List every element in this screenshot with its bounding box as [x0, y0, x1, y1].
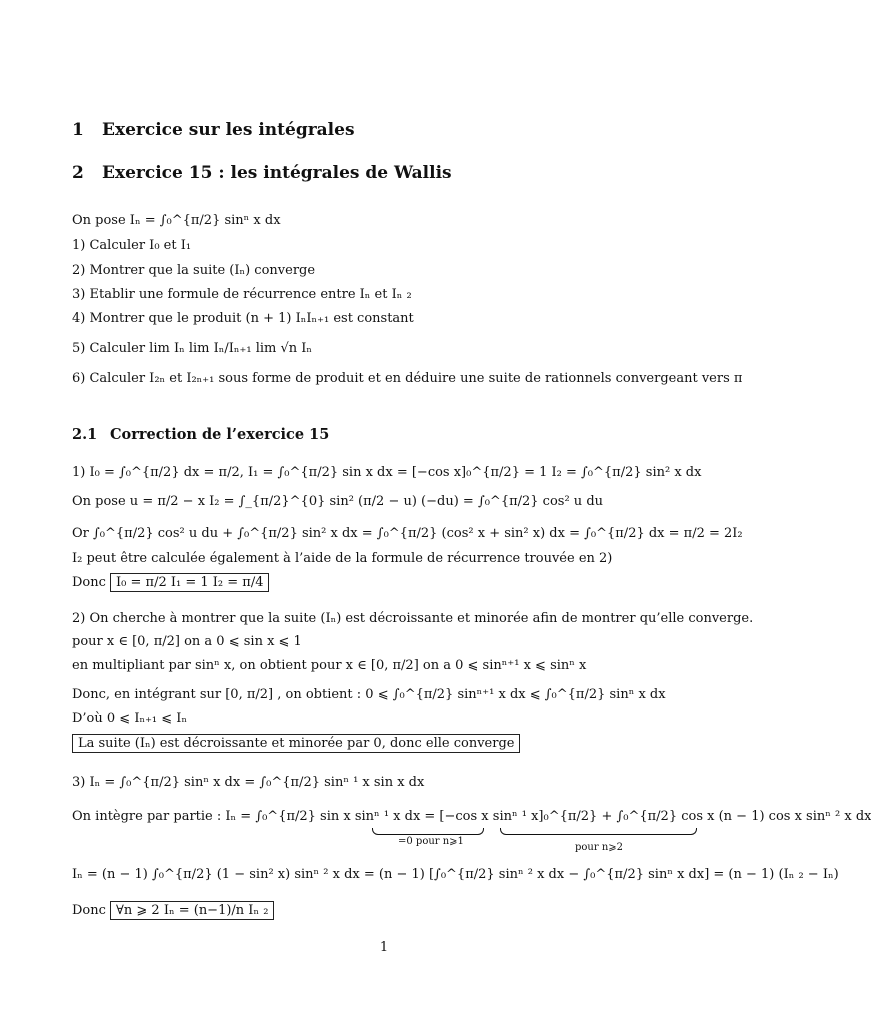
donc-label: Donc	[72, 575, 106, 590]
correction-line: On pose u = π/2 − x I₂ = ∫_{π/2}^{0} sin² (π/2 − u) (−du) = ∫₀^{π/2} cos² u du	[72, 494, 604, 509]
question-line: 3) Etablir une formule de récurrence entre Iₙ et Iₙ ₂	[72, 287, 412, 302]
question-line: On pose Iₙ = ∫₀^{π/2} sinⁿ x dx	[72, 213, 281, 228]
correction-line: On intègre par partie : Iₙ = ∫₀^{π/2} sin x sinⁿ ¹ x dx = [−cos x sinⁿ ¹ x]₀^{π/2} + ∫₀^{π/2} cos x (n − 1) cos x sinⁿ ² x dx	[72, 809, 871, 824]
correction-line: 1) I₀ = ∫₀^{π/2} dx = π/2, I₁ = ∫₀^{π/2} sin x dx = [−cos x]₀^{π/2} = 1 I₂ = ∫₀^{π/2} sin² x dx	[72, 465, 702, 480]
section-heading-1	[72, 120, 355, 140]
underbrace-label: =0 pour n⩾1	[398, 836, 464, 847]
result-line	[72, 902, 274, 920]
correction-line: 2) On cherche à montrer que la suite (Iₙ) est décroissante et minorée afin de montrer qu’elle converge.	[72, 611, 754, 626]
section-title: Exercice 15 : les intégrales de Wallis	[102, 163, 452, 183]
donc-label: Donc	[72, 903, 106, 918]
correction-line: D’où 0 ⩽ Iₙ₊₁ ⩽ Iₙ	[72, 711, 188, 726]
correction-line: 3) Iₙ = ∫₀^{π/2} sinⁿ x dx = ∫₀^{π/2} sinⁿ ¹ x sin x dx	[72, 775, 425, 790]
question-line: 1) Calculer I₀ et I₁	[72, 238, 192, 253]
subsection-number: 2.1	[72, 426, 98, 443]
underbrace-right	[500, 828, 697, 835]
result-line	[72, 574, 269, 592]
section-title: Exercice sur les intégrales	[102, 120, 355, 140]
conclusion-line	[72, 735, 520, 753]
correction-line: Donc, en intégrant sur [0, π/2] , on obtient : 0 ⩽ ∫₀^{π/2} sinⁿ⁺¹ x dx ⩽ ∫₀^{π/2} sinⁿ x dx	[72, 687, 666, 702]
section-number: 1	[72, 120, 84, 140]
boxed-result: ∀n ⩾ 2 Iₙ = (n−1)/n Iₙ ₂	[110, 901, 274, 920]
boxed-result: I₀ = π/2 I₁ = 1 I₂ = π/4	[110, 573, 269, 592]
question-line: 6) Calculer I₂ₙ et I₂ₙ₊₁ sous forme de produit et en déduire une suite de rationnels convergeant vers π	[72, 371, 743, 386]
subsection-heading	[72, 426, 329, 443]
correction-line: pour x ∈ [0, π/2] on a 0 ⩽ sin x ⩽ 1	[72, 634, 302, 649]
underbrace-label: pour n⩾2	[575, 842, 624, 853]
correction-line: Or ∫₀^{π/2} cos² u du + ∫₀^{π/2} sin² x dx = ∫₀^{π/2} (cos² x + sin² x) dx = ∫₀^{π/2} dx = π/2 = 2I₂	[72, 526, 743, 541]
page-number: 1	[379, 940, 389, 955]
boxed-conclusion: La suite (Iₙ) est décroissante et minorée par 0, donc elle converge	[72, 734, 520, 753]
correction-line: I₂ peut être calculée également à l’aide de la formule de récurrence trouvée en 2)	[72, 551, 613, 566]
correction-line: Iₙ = (n − 1) ∫₀^{π/2} (1 − sin² x) sinⁿ ² x dx = (n − 1) [∫₀^{π/2} sinⁿ ² x dx − ∫₀^{π/2} sinⁿ x dx] = (n − 1) (Iₙ ₂ − Iₙ)	[72, 867, 839, 882]
underbrace-left	[372, 828, 484, 835]
section-number: 2	[72, 163, 84, 183]
question-line: 5) Calculer lim Iₙ lim Iₙ/Iₙ₊₁ lim √n Iₙ	[72, 341, 313, 356]
correction-line: en multipliant par sinⁿ x, on obtient pour x ∈ [0, π/2] on a 0 ⩽ sinⁿ⁺¹ x ⩽ sinⁿ x	[72, 658, 587, 673]
question-line: 4) Montrer que le produit (n + 1) IₙIₙ₊₁ est constant	[72, 311, 414, 326]
question-line: 2) Montrer que la suite (Iₙ) converge	[72, 263, 316, 278]
section-heading-2	[72, 163, 452, 183]
subsection-title: Correction de l’exercice 15	[110, 426, 330, 443]
